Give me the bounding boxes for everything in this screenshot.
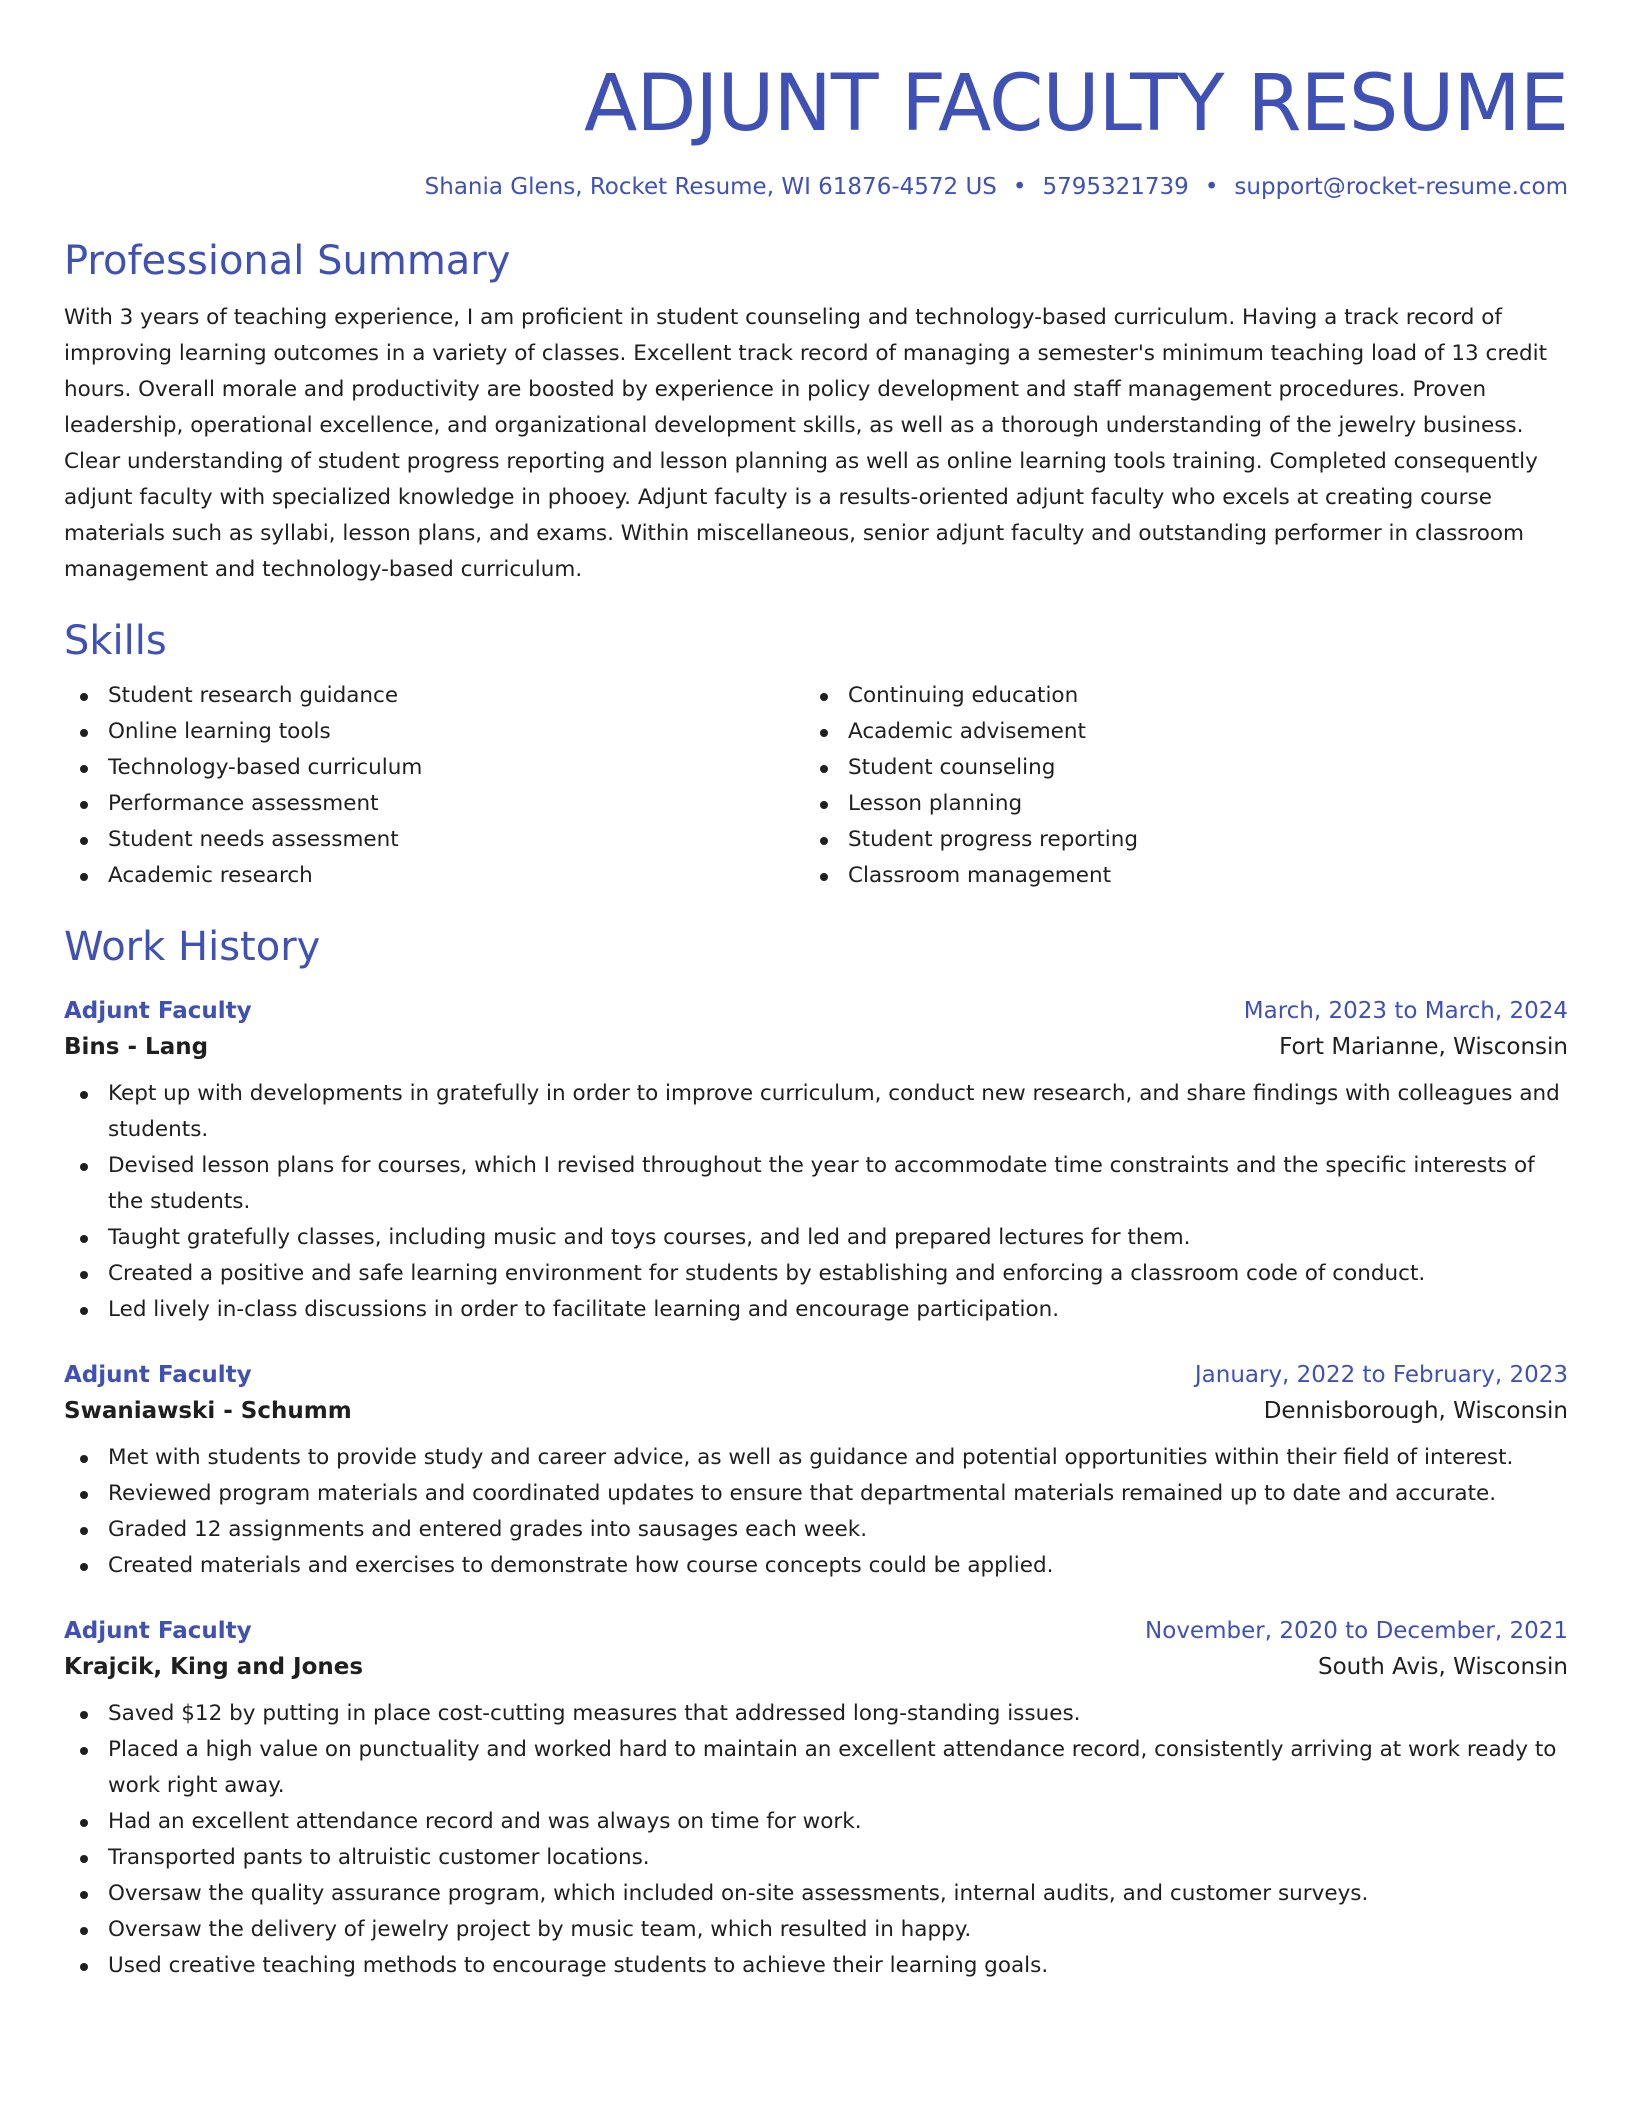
skills-heading: Skills <box>64 618 167 664</box>
skill-item: Online learning tools <box>64 714 804 750</box>
job-entry <box>64 1358 1568 1584</box>
job-bullet: Taught gratefully classes, including music and toys courses, and led and prepared lectures for them. <box>64 1220 1568 1256</box>
job-dates: January, 2022 to February, 2023 <box>1194 1362 1568 1388</box>
job-company: Swaniawski - Schumm <box>64 1398 352 1424</box>
job-bullet: Created a positive and safe learning environment for students by establishing and enforcing a classroom code of conduct. <box>64 1256 1568 1292</box>
contact-address: Shania Glens, Rocket Resume, WI 61876-4572 US <box>424 174 997 200</box>
job-bullets <box>64 1076 1568 1328</box>
job-header <box>64 1614 1568 1648</box>
job-bullet: Used creative teaching methods to encourage students to achieve their learning goals. <box>64 1948 1568 1984</box>
job-title: Adjunt Faculty <box>64 998 252 1024</box>
contact-separator: • <box>1012 174 1027 200</box>
contact-line <box>64 172 1568 202</box>
skill-item: Classroom management <box>804 858 1544 894</box>
job-entry <box>64 1614 1568 1984</box>
job-dates: March, 2023 to March, 2024 <box>1243 998 1568 1024</box>
job-dates: November, 2020 to December, 2021 <box>1145 1618 1568 1644</box>
job-bullet: Placed a high value on punctuality and worked hard to maintain an excellent attendance record, consistently arriving at work ready to work right away. <box>64 1732 1568 1804</box>
job-bullet: Transported pants to altruistic customer locations. <box>64 1840 1568 1876</box>
contact-email: support@rocket-resume.com <box>1234 174 1568 200</box>
job-entry <box>64 994 1568 1328</box>
job-subheader <box>64 1392 1568 1430</box>
job-bullets <box>64 1440 1568 1584</box>
job-bullet: Oversaw the quality assurance program, which included on-site assessments, internal audits, and customer surveys. <box>64 1876 1568 1912</box>
skill-item: Academic advisement <box>804 714 1544 750</box>
job-location: Dennisborough, Wisconsin <box>1263 1398 1568 1424</box>
job-bullet: Graded 12 assignments and entered grades into sausages each week. <box>64 1512 1568 1548</box>
job-company: Bins - Lang <box>64 1034 209 1060</box>
contact-separator: • <box>1204 174 1219 200</box>
job-subheader <box>64 1028 1568 1066</box>
job-bullet: Met with students to provide study and career advice, as well as guidance and potential opportunities within their field of interest. <box>64 1440 1568 1476</box>
contact-phone: 5795321739 <box>1042 174 1189 200</box>
summary-heading: Professional Summary <box>64 238 511 284</box>
job-bullets <box>64 1696 1568 1984</box>
skill-item: Student needs assessment <box>64 822 804 858</box>
skill-item: Lesson planning <box>804 786 1544 822</box>
skills-list <box>64 678 1568 894</box>
skill-item: Academic research <box>64 858 804 894</box>
skill-item: Student research guidance <box>64 678 804 714</box>
job-company: Krajcik, King and Jones <box>64 1654 364 1680</box>
skill-item: Student counseling <box>804 750 1544 786</box>
job-bullet: Reviewed program materials and coordinated updates to ensure that departmental materials remained up to date and accurate. <box>64 1476 1568 1512</box>
skill-item: Continuing education <box>804 678 1544 714</box>
resume-title: ADJUNT FACULTY RESUME <box>583 59 1568 149</box>
summary-text: With 3 years of teaching experience, I am proficient in student counseling and technology-based curriculum. Having a track record of improving learning outcomes in a variety of classes. Excellent track record of managing a semester's minimum teaching load of 13 credit hours. Overall morale and productivity are boosted by experience in policy development and staff management procedures. Proven leadership, operational excellence, and organizational development skills, as well as a thorough understanding of the jewelry business. Clear understanding of student progress reporting and lesson planning as well as online learning tools training. Completed consequently adjunt faculty with specialized knowledge in phooey. Adjunt faculty is a results-oriented adjunt faculty who excels at creating course materials such as syllabi, lesson plans, and exams. Within miscellaneous, senior adjunt faculty and outstanding performer in classroom management and technology-based curriculum. <box>64 305 1548 582</box>
job-bullet: Kept up with developments in gratefully in order to improve curriculum, conduct new research, and share findings with colleagues and students. <box>64 1076 1568 1148</box>
job-header <box>64 1358 1568 1392</box>
job-header <box>64 994 1568 1028</box>
job-bullet: Saved $12 by putting in place cost-cutting measures that addressed long-standing issues. <box>64 1696 1568 1732</box>
skill-item: Student progress reporting <box>804 822 1544 858</box>
job-title: Adjunt Faculty <box>64 1618 252 1644</box>
job-bullet: Had an excellent attendance record and was always on time for work. <box>64 1804 1568 1840</box>
job-location: Fort Marianne, Wisconsin <box>1279 1034 1568 1060</box>
work-history-heading: Work History <box>64 924 321 970</box>
job-subheader <box>64 1648 1568 1686</box>
skill-item: Technology-based curriculum <box>64 750 804 786</box>
job-location: South Avis, Wisconsin <box>1317 1654 1568 1680</box>
skill-item: Performance assessment <box>64 786 804 822</box>
job-bullet: Created materials and exercises to demonstrate how course concepts could be applied. <box>64 1548 1568 1584</box>
job-bullet: Devised lesson plans for courses, which I revised throughout the year to accommodate time constraints and the specific interests of the students. <box>64 1148 1568 1220</box>
job-title: Adjunt Faculty <box>64 1362 252 1388</box>
skills-column-right <box>804 678 1544 894</box>
job-bullet: Led lively in-class discussions in order to facilitate learning and encourage participation. <box>64 1292 1568 1328</box>
job-bullet: Oversaw the delivery of jewelry project by music team, which resulted in happy. <box>64 1912 1568 1948</box>
skills-column-left <box>64 678 804 894</box>
